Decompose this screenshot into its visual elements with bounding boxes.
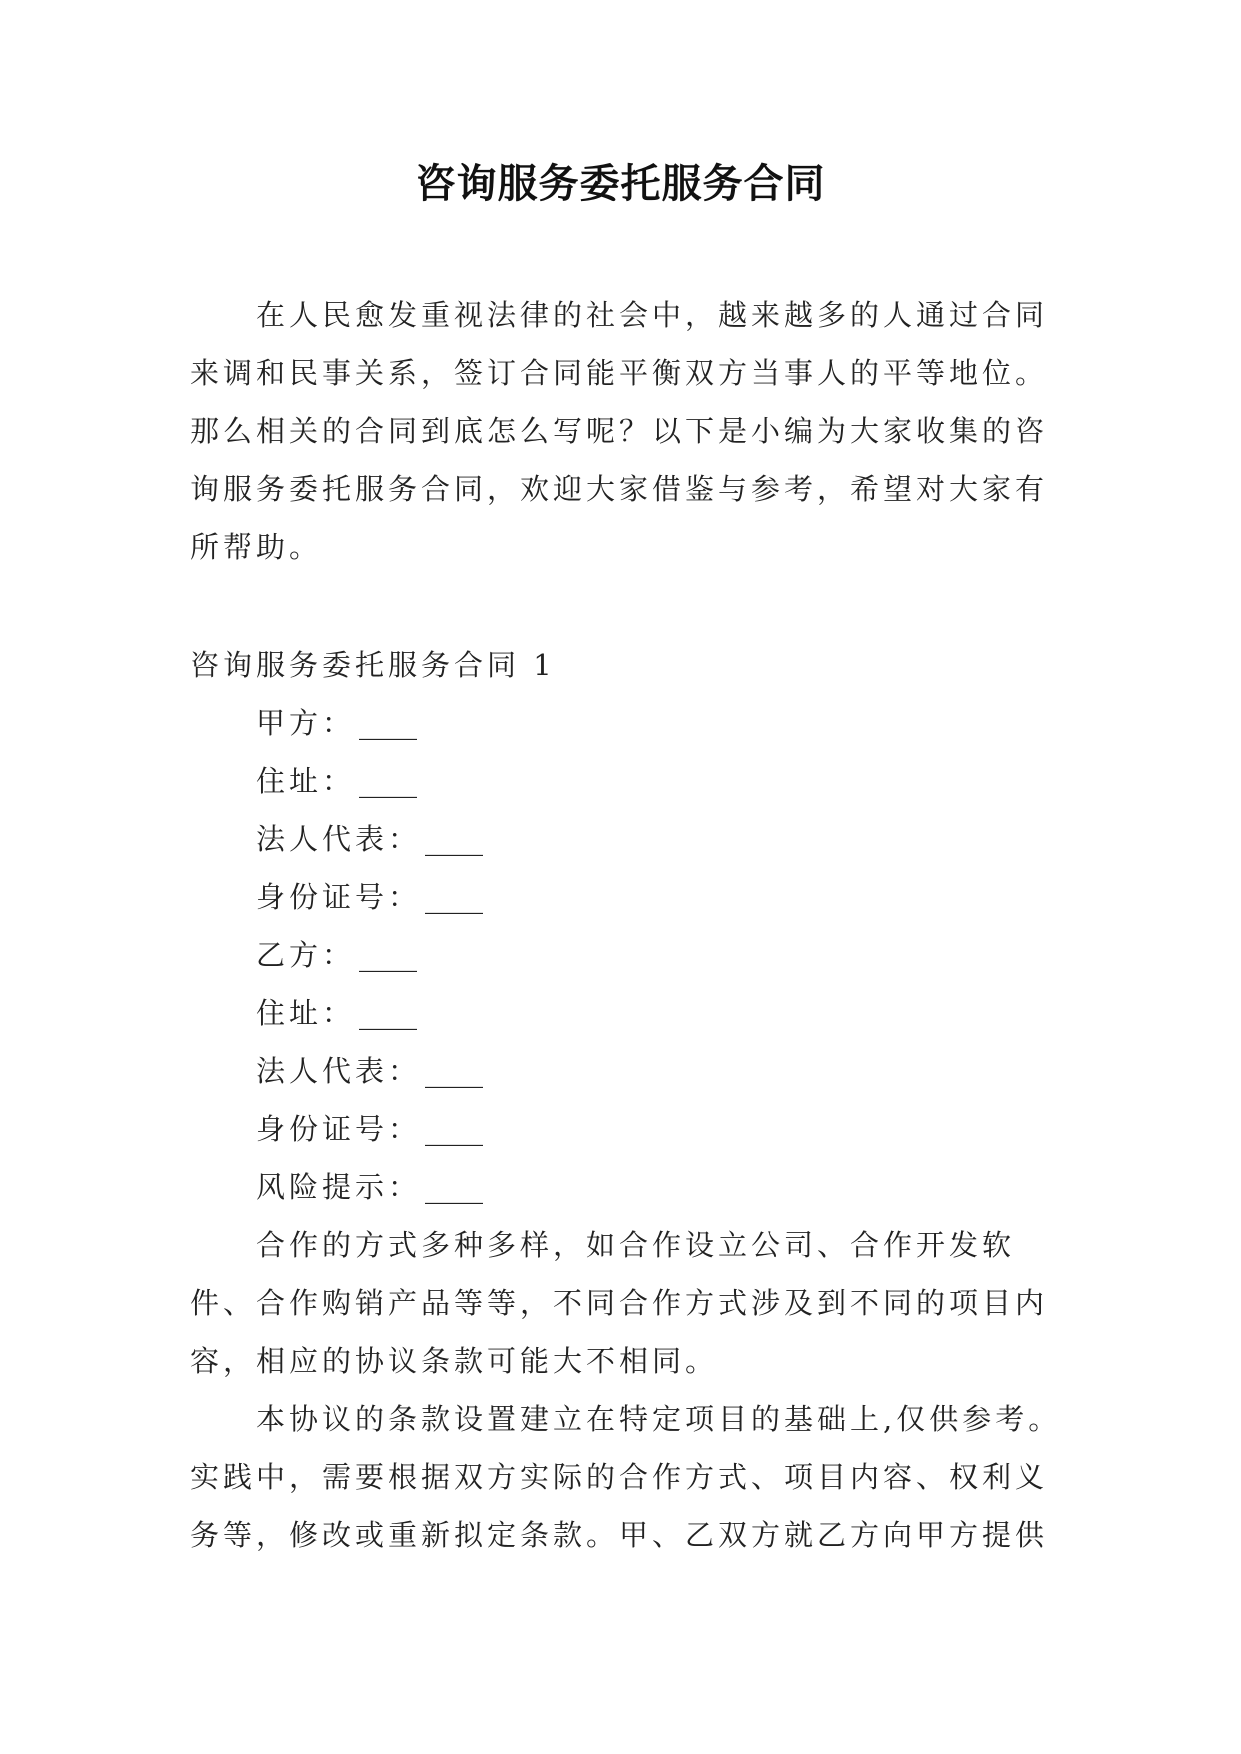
- party-info-list: [256, 694, 483, 1216]
- field-blank: ____: [425, 822, 484, 856]
- field-blank: ____: [359, 996, 418, 1030]
- field-party-a-address: [256, 752, 483, 810]
- field-blank: ____: [359, 938, 418, 972]
- document-title: 咨询服务委托服务合同: [415, 161, 826, 207]
- cooperation-paragraph: 合作的方式多种多样，如合作设立公司、合作开发软件、合作购销产品等等，不同合作方式涉及到不同的项目内容，相应的协议条款可能大不相同。: [190, 1228, 1049, 1378]
- field-party-a: [256, 694, 483, 752]
- section-heading: 咨询服务委托服务合同 1: [190, 648, 556, 682]
- field-party-b-address: [256, 984, 483, 1042]
- field-blank: ____: [359, 764, 418, 798]
- field-blank: ____: [425, 1054, 484, 1088]
- field-label: 法人代表：: [256, 1054, 422, 1088]
- field-risk-warning: [256, 1158, 483, 1216]
- field-blank: ____: [425, 1170, 484, 1204]
- field-party-b: [256, 926, 483, 984]
- field-party-a-id-number: [256, 868, 483, 926]
- terms-paragraph: 本协议的条款设置建立在特定项目的基础上,仅供参考。实践中，需要根据双方实际的合作方式、项目内容、权利义务等，修改或重新拟定条款。甲、乙双方就乙方向甲方提供: [190, 1402, 1062, 1552]
- field-label: 甲方：: [256, 706, 356, 740]
- field-label: 风险提示：: [256, 1170, 422, 1204]
- intro-paragraph: 在人民愈发重视法律的社会中，越来越多的人通过合同来调和民事关系，签订合同能平衡双方当事人的平等地位。那么相关的合同到底怎么写呢？以下是小编为大家收集的咨询服务委托服务合同，欢迎大家借鉴与参考，希望对大家有所帮助。: [190, 298, 1049, 564]
- field-label: 住址：: [256, 996, 356, 1030]
- field-label: 身份证号：: [256, 1112, 422, 1146]
- field-party-b-id-number: [256, 1100, 483, 1158]
- field-label: 乙方：: [256, 938, 356, 972]
- field-label: 住址：: [256, 764, 356, 798]
- field-party-a-legal-rep: [256, 810, 483, 868]
- field-label: 身份证号：: [256, 880, 422, 914]
- field-party-b-legal-rep: [256, 1042, 483, 1100]
- field-blank: ____: [425, 1112, 484, 1146]
- field-label: 法人代表：: [256, 822, 422, 856]
- field-blank: ____: [359, 706, 418, 740]
- field-blank: ____: [425, 880, 484, 914]
